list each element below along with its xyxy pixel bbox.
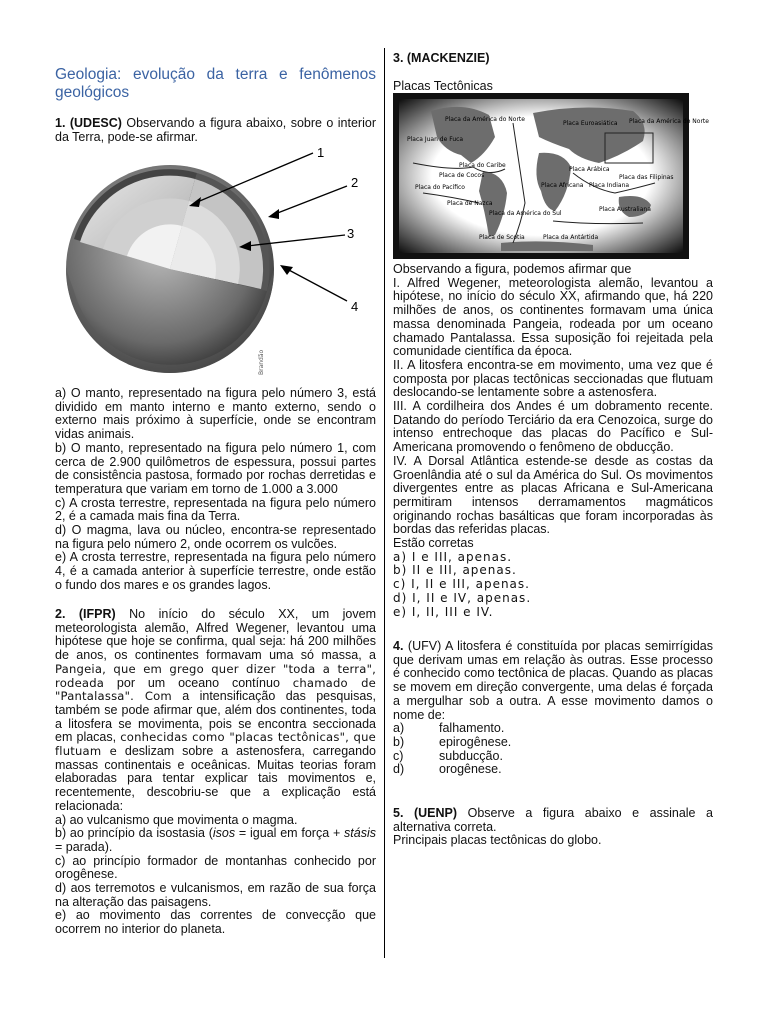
column-divider bbox=[384, 48, 385, 958]
question-5 bbox=[393, 807, 713, 848]
map-label-arabian: Placa Arábica bbox=[569, 166, 610, 173]
option-a: a) ao vulcanismo que movimenta o magma. bbox=[55, 812, 298, 827]
option-a: a) I e III, apenas. bbox=[393, 549, 513, 564]
statement-i: I. Alfred Wegener, meteorologista alemão, levantou a hipótese, no início do século XX, afirmando que, há 220 milhões de anos, os continentes formavam uma única massa denominada Pangeia, rodeada por um oceano chamado Pantalassa. Essa suposição foi rejeitada pela comunidade científica da época. bbox=[393, 275, 713, 359]
option-e: e) A crosta terrestre, representada na figura pelo número 4, é a camada anterior à superfície terrestre, onde estão o fundo dos mares e os grandes lagos. bbox=[55, 550, 376, 592]
figure-watermark: Brandão bbox=[258, 349, 265, 375]
earth-interior-figure bbox=[55, 141, 376, 381]
question-1-options bbox=[55, 387, 376, 593]
map-label-philippine: Placa das Filipinas bbox=[619, 174, 674, 181]
option-d: d) I, II e IV, apenas. bbox=[393, 590, 532, 605]
statement-ii: II. A litosfera encontra-se em movimento, uma vez que é composta por placas tectônicas seccionadas que flutuam deslocando-se lentamente sobre a astenosfera. bbox=[393, 357, 713, 400]
option-b: b) O manto, representado na figura pelo número 1, com cerca de 2.900 quilômetros de espessura, possui partes de consistência pastosa, formado por rochas derretidas e temperatura que variam em torno de 1.000 a 3.000 bbox=[55, 440, 376, 496]
option-e: e) ao movimento das correntes de convecção que ocorrem no interior do planeta. bbox=[55, 908, 376, 937]
question-5-stem: 5. (UENP) Observe a figura abaixo e assinale a alternativa correta. bbox=[393, 806, 714, 834]
option-b: b) epirogênese. bbox=[393, 734, 512, 749]
option-d: d) orogênese. bbox=[393, 762, 502, 777]
map-label-antarctic: Placa da Antártida bbox=[543, 234, 599, 241]
map-label-scotia: Placa de Scotia bbox=[479, 234, 525, 241]
map-label-eurasian: Placa Euroasiática bbox=[563, 120, 618, 127]
map-label-nazca: Placa de Nazca bbox=[447, 200, 493, 207]
option-c: c) A crosta terrestre, representada na figura pelo número 2, é a camada mais fina da Terra. bbox=[55, 495, 376, 524]
option-d: d) O magma, lava ou núcleo, encontra-se representado na figura pelo número 2, onde ocorrem os vulcões. bbox=[55, 523, 376, 551]
tectonic-plates-map bbox=[393, 93, 709, 259]
question-1-number: 1. (UDESC) bbox=[55, 116, 122, 130]
question-3-intro: Observando a figura, podemos afirmar que bbox=[393, 262, 632, 276]
map-label-south-america: Placa da América do Sul bbox=[489, 210, 562, 217]
figure-label-4: 4 bbox=[351, 299, 359, 314]
map-label-african: Placa Africana bbox=[541, 182, 584, 189]
map-label-pacific: Placa do Pacífico bbox=[415, 184, 465, 191]
option-b: b) II e III, apenas. bbox=[393, 563, 517, 578]
option-c: c) ao princípio formador de montanhas conhecido por orogênese. bbox=[55, 853, 376, 882]
map-label-indian: Placa Indiana bbox=[589, 182, 630, 189]
map-label-north-america: Placa da América do Norte bbox=[445, 116, 525, 123]
map-label-australian: Placa Australiana bbox=[599, 206, 651, 213]
map-label-north-america-2: Placa da América do Norte bbox=[629, 118, 709, 125]
statement-iv: IV. A Dorsal Atlântica estende-se desde as costas da Groenlândia até o sul da América do Sul. Os movimentos divergentes entre as placas Africana e Sul-Americana permitiram intensos derramamentos magmáticos originando rochas basálticas que foram incorporadas às bordas das referidas placas. bbox=[393, 453, 713, 537]
map-label-cocos: Placa de Cocos bbox=[439, 172, 485, 179]
question-5-caption: Principais placas tectônicas do globo. bbox=[393, 833, 602, 848]
figure-title: Placas Tectônicas bbox=[393, 79, 493, 93]
question-4 bbox=[393, 640, 713, 777]
question-2-stem: 2. (IFPR) No início do século XX, um jovem meteorologista alemão, Alfred Wegener, levantou uma hipótese que hoje se confirma, qual seja: há 200 milhões de anos, os continentes formavam uma só massa, a Pangeia, que em grego quer dizer "toda a terra", rodeada por um oceano contínuo chamado de "Pantalassa". Com a intensificação das pesquisas, também se pode afirmar que, além dos continentes, toda a litosfera se movimenta, pois se encontra seccionada em placas, conhecidas como "placas tectônicas", que flutuam e deslizam sobre a astenosfera, carregando massas continentais e oceânicas. Muitas teorias foram elaboradas para tentar explicar tais movimentos e, recentemente, descobriu-se que a explicação está relacionada: bbox=[55, 607, 377, 813]
option-a: a) falhamento. bbox=[393, 721, 505, 736]
question-2-number: 2. (IFPR) bbox=[55, 607, 116, 621]
option-c: c) I, II e III, apenas. bbox=[393, 577, 530, 592]
figure-label-3: 3 bbox=[347, 226, 355, 241]
option-d: d) aos terremotos e vulcanismos, em razão de sua força na alteração das paisagens. bbox=[55, 881, 376, 909]
option-c: c) subducção. bbox=[393, 748, 503, 763]
page-title: Geologia: evolução da terra e fenômenos geológicos bbox=[55, 66, 376, 101]
figure-label-2: 2 bbox=[351, 175, 359, 190]
map-label-caribbean: Placa do Caribe bbox=[459, 162, 506, 169]
option-a: a) O manto, representado na figura pelo número 3, está dividido em manto interno e manto externo, sendo o externo mais próximo à superfície, onde se encontram vidas animais. bbox=[55, 386, 376, 442]
option-e: e) I, II, III e IV. bbox=[393, 604, 494, 619]
statement-iii: III. A cordilheira dos Andes é um dobramento recente. Datando do período Terciário da era Cenozoica, surge do intenso entrechoque das placas do Pacífico e Sul-Americana promovendo o fenômeno de obducção. bbox=[393, 399, 713, 455]
map-label-juan-de-fuca: Placa Juan de Fuca bbox=[407, 136, 464, 143]
question-2 bbox=[55, 608, 376, 937]
question-3-prompt: Estão corretas bbox=[393, 536, 474, 551]
question-3-text bbox=[393, 263, 713, 619]
question-4-stem: 4. (UFV) A litosfera é constituída por placas semirrígidas que derivam umas em relação às outras. Esse processo é conhecido como tectônica de placas. Quando as placas se movem em direção convergente, uma delas é forçada a mergulhar sob a outra. A esse movimento damos o nome de: bbox=[393, 639, 713, 722]
figure-label-1: 1 bbox=[317, 145, 325, 160]
question-3-header: 3. (MACKENZIE) bbox=[393, 51, 490, 65]
question-1-stem: 1. (UDESC) Observando a figura abaixo, sobre o interior da Terra, pode-se afirmar. bbox=[55, 116, 376, 144]
option-b: b) ao princípio da isostasia (isos = igual em força + stásis = parada). bbox=[55, 826, 376, 854]
